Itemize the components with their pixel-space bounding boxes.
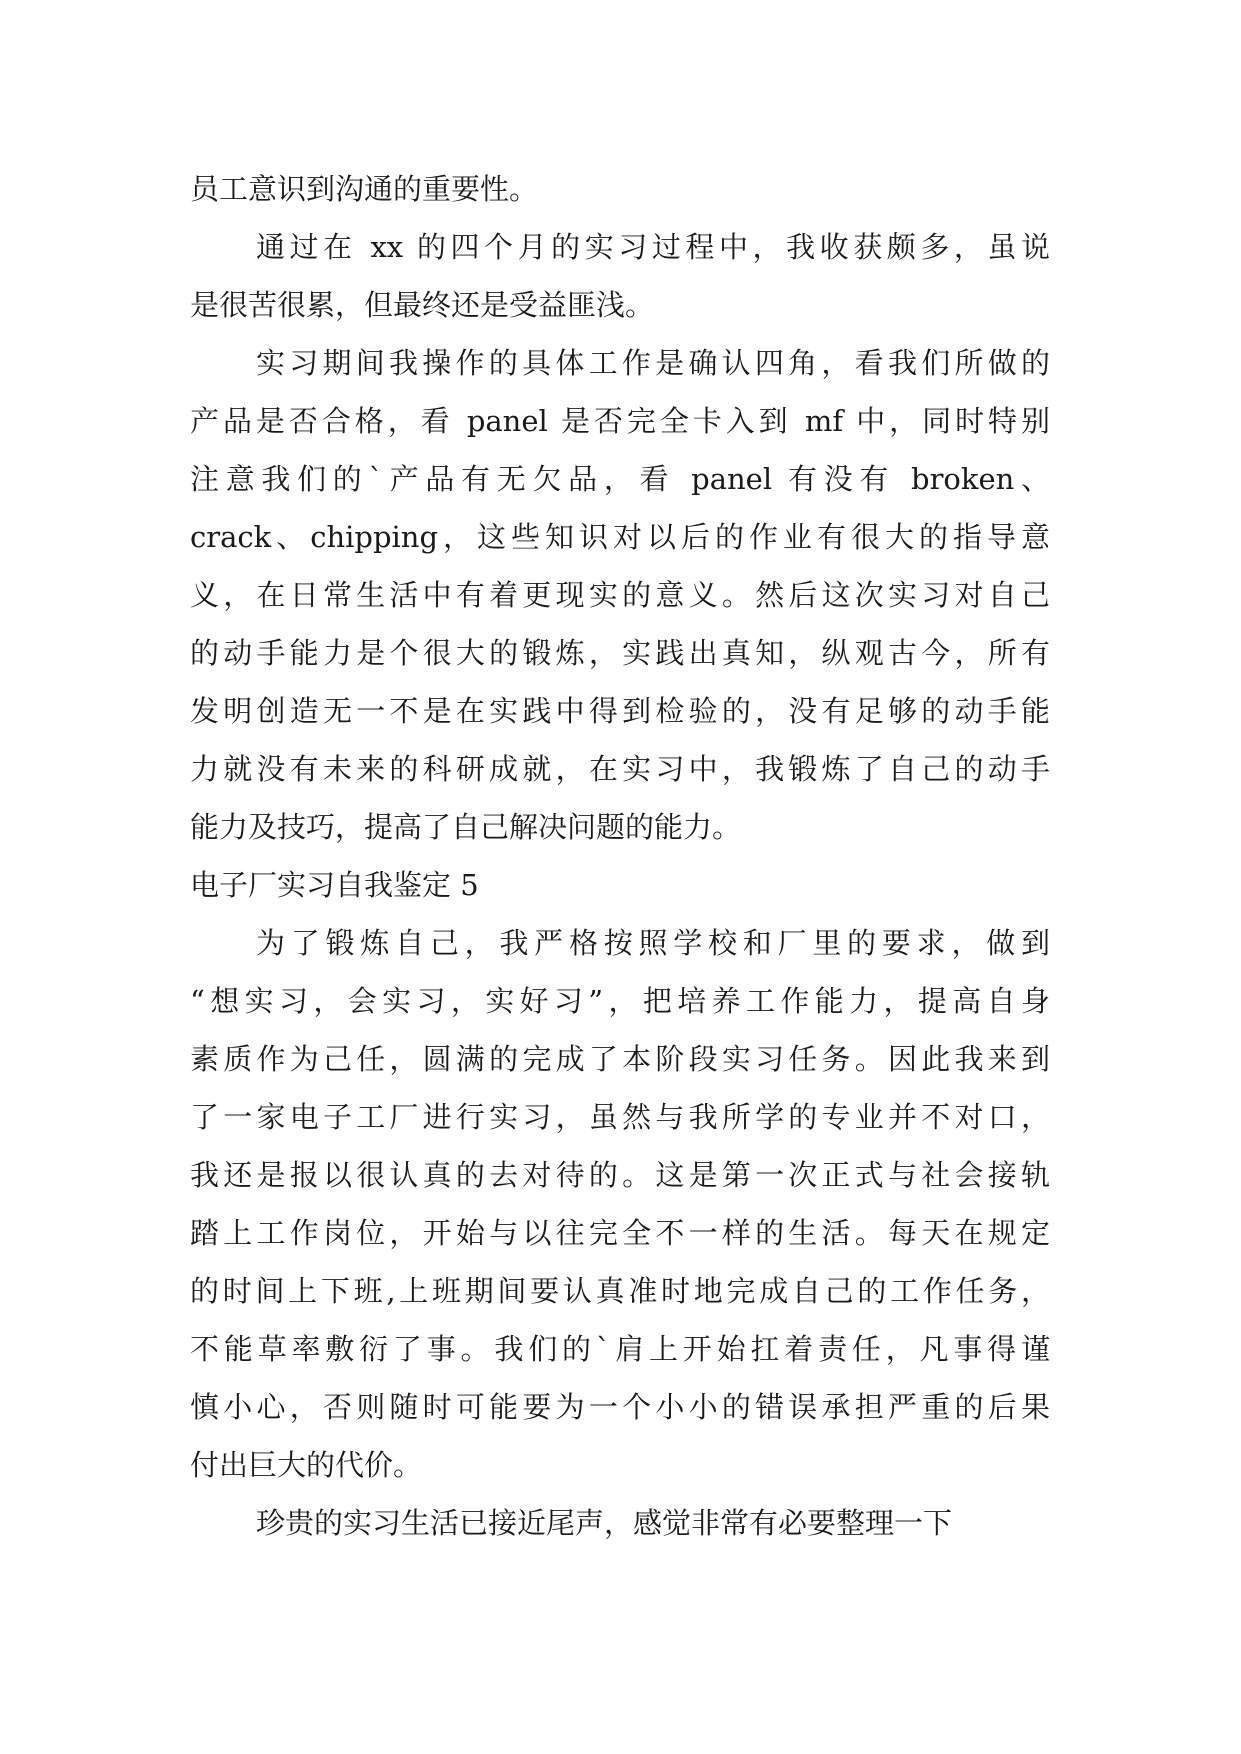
text-line: 力就没有未来的科研成就，在实习中，我锻炼了自己的动手: [190, 752, 1050, 786]
text-line: 实习期间我操作的具体工作是确认四角，看我们所做的: [256, 346, 1050, 380]
text-line: 踏上工作岗位，开始与以往完全不一样的生活。每天在规定: [190, 1216, 1050, 1250]
text-line: 慎小心，否则随时可能要为一个小小的错误承担严重的后果: [190, 1390, 1050, 1424]
text-line: 通过在 xx 的四个月的实习过程中，我收获颇多，虽说: [256, 230, 1050, 264]
text-line: “想实习，会实习，实好习”，把培养工作能力，提高自身: [190, 984, 1050, 1018]
text-line: crack、chipping，这些知识对以后的作业有很大的指导意: [190, 520, 1050, 554]
paragraph-continuation: [190, 160, 1050, 218]
section-heading: 电子厂实习自我鉴定 5: [190, 868, 479, 902]
paragraph-self-discipline: [190, 914, 1050, 1494]
text-line: 不能草率敷衍了事。我们的`肩上开始扛着责任，凡事得谨: [190, 1332, 1050, 1366]
text-line: 珍贵的实习生活已接近尾声，感觉非常有必要整理一下: [256, 1506, 953, 1540]
text-line: 发明创造无一不是在实践中得到检验的，没有足够的动手能: [190, 694, 1050, 728]
text-line: 的动手能力是个很大的锻炼，实践出真知，纵观古今，所有: [190, 636, 1050, 670]
text-line: 注意我们的`产品有无欠品，看 panel 有没有 broken、: [190, 462, 1050, 496]
text-line: 为了锻炼自己，我严格按照学校和厂里的要求，做到: [256, 926, 1050, 960]
text-line: 的时间上下班,上班期间要认真准时地完成自己的工作任务，: [190, 1274, 1050, 1308]
text-line: 素质作为己任，圆满的完成了本阶段实习任务。因此我来到: [190, 1042, 1050, 1076]
text-line: 产品是否合格，看 panel 是否完全卡入到 mf 中，同时特别: [190, 404, 1050, 438]
paragraph-work-details: [190, 334, 1050, 856]
document-body: [190, 160, 1050, 1552]
text-line: 付出巨大的代价。: [190, 1448, 423, 1482]
paragraph-internship-gains: [190, 218, 1050, 334]
text-line: 我还是报以很认真的去对待的。这是第一次正式与社会接轨: [190, 1158, 1050, 1192]
text-line: 了一家电子工厂进行实习，虽然与我所学的专业并不对口，: [190, 1100, 1050, 1134]
text-line: 义，在日常生活中有着更现实的意义。然后这次实习对自己: [190, 578, 1050, 612]
text-line: 能力及技巧，提高了自己解决问题的能力。: [190, 810, 742, 844]
paragraph-closing: [190, 1494, 1050, 1552]
text-line: 员工意识到沟通的重要性。: [190, 172, 539, 206]
text-line: 是很苦很累，但最终还是受益匪浅。: [190, 288, 655, 322]
